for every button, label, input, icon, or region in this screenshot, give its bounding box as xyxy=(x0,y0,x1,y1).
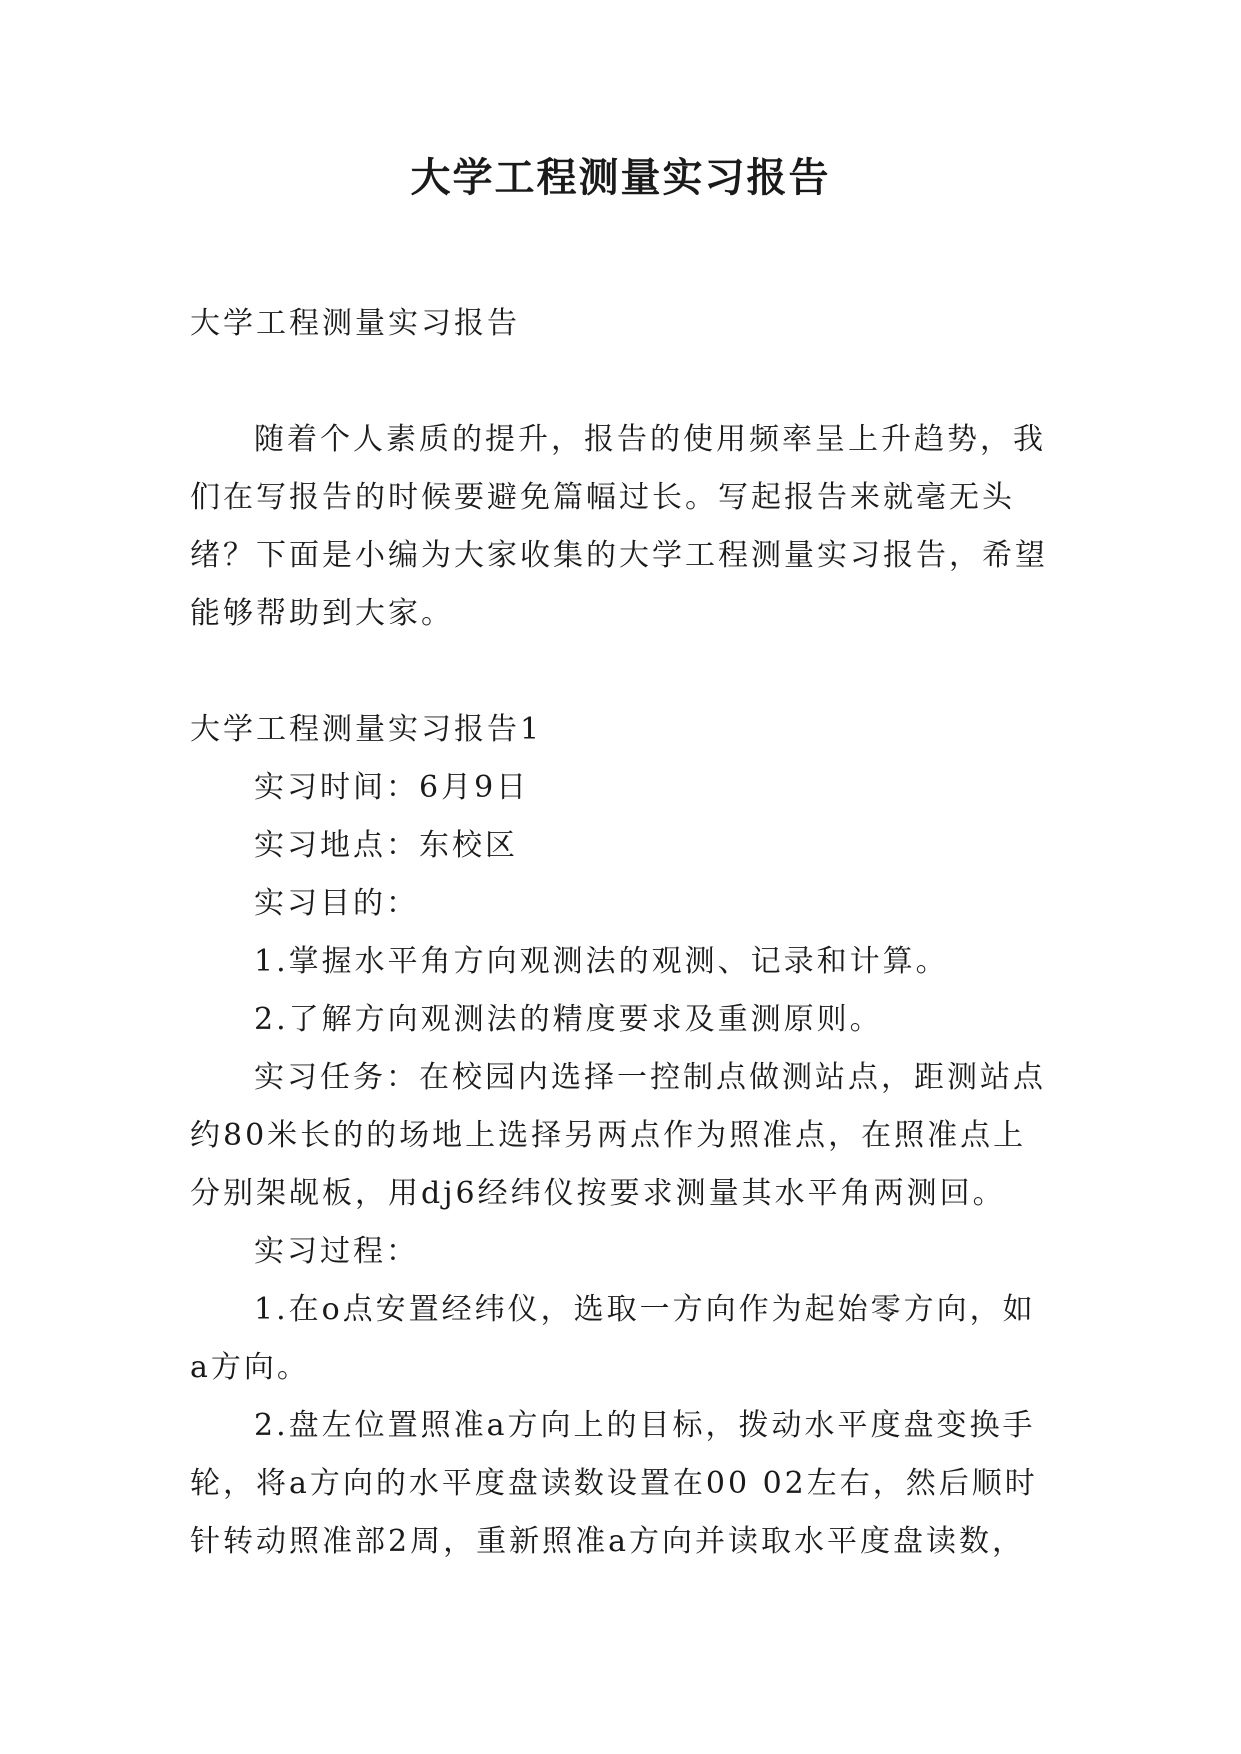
practice-location: 实习地点：东校区 xyxy=(254,828,518,863)
purpose-item-1: 1.掌握水平角方向观测法的观测、记录和计算。 xyxy=(254,944,949,979)
document-subtitle: 大学工程测量实习报告 xyxy=(190,306,520,341)
document-body xyxy=(190,295,1050,1571)
practice-process-label: 实习过程： xyxy=(254,1234,419,1269)
practice-task: 实习任务：在校园内选择一控制点做测站点，距测站点约80米长的的场地上选择另两点作为照准点，在照准点上分别架觇板，用dj6经纬仪按要求测量其水平角两测回。 xyxy=(190,1060,1046,1211)
process-step-1: 1.在o点安置经纬仪，选取一方向作为起始零方向，如a方向。 xyxy=(190,1292,1036,1385)
intro-paragraph: 随着个人素质的提升，报告的使用频率呈上升趋势，我们在写报告的时候要避免篇幅过长。写起报告来就毫无头绪？下面是小编为大家收集的大学工程测量实习报告，希望能够帮助到大家。 xyxy=(190,422,1048,631)
process-step-2: 2.盘左位置照准a方向上的目标，拨动水平度盘变换手轮，将a方向的水平度盘读数设置在00 02左右，然后顺时针转动照准部2周，重新照准a方向并读取水平度盘读数， xyxy=(190,1408,1038,1559)
document-title: 大学工程测量实习报告 xyxy=(410,154,831,201)
section-heading: 大学工程测量实习报告1 xyxy=(190,712,543,747)
practice-time: 实习时间：6月9日 xyxy=(254,770,530,805)
purpose-item-2: 2.了解方向观测法的精度要求及重测原则。 xyxy=(254,1002,883,1037)
practice-purpose-label: 实习目的： xyxy=(254,886,419,921)
